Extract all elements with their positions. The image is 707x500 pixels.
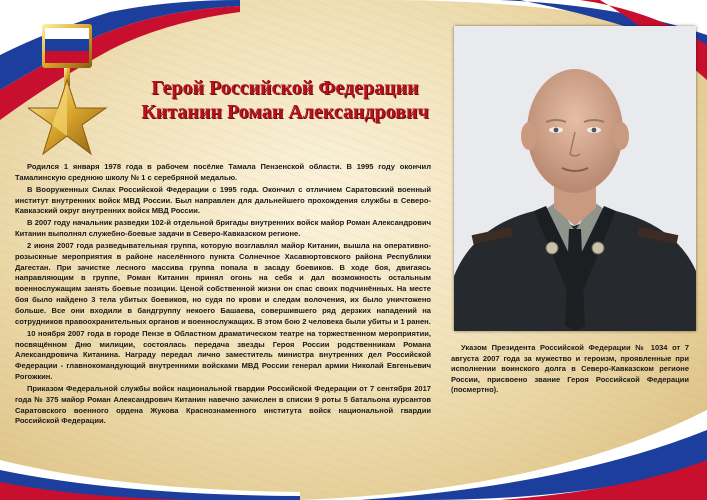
caption-text: Указом Президента Российской Федерации № 1034 от 7 августа 2007 года за мужество и героизм, проявленные при исполнении воинского долга в Северо-Кавказском регионе России, присвоено звание Героя Российской Федерации (посмертно). — [451, 343, 689, 395]
bio-paragraph: 10 ноября 2007 года в городе Пензе в Областном драматическом театре на торжественном мероприятии, посвящённом Дню милиции, состоялась передача звезды Героя России родственникам Романа Александровича Китанина. Награду передал лично заместитель министра внутренних дел Российской Федерации - главнокомандующий внутренними войсками МВД России генерал армии Николай Евгеньевич Рогожкин. — [15, 328, 431, 382]
flag-ribbon-bottom-left — [0, 430, 300, 500]
award-caption — [451, 343, 689, 396]
bio-paragraph: В 2007 году начальник разведки 102-й отдельной бригады внутренних войск майор Роман Александрович Китанин выполнял служебно-боевые задачи в Северо-Кавказском регионе. — [15, 218, 431, 239]
title-line-2: Китанин Роман Александрович — [141, 101, 429, 123]
portrait-photo — [454, 26, 696, 331]
page-title — [135, 76, 435, 124]
bio-paragraph: Родился 1 января 1978 года в рабочем посёлке Тамала Пензенской области. В 1995 году окончил Тамалинскую среднюю школу № 1 с серебряной медалью. — [15, 162, 431, 182]
bio-paragraph: Приказом Федеральной службы войск национальной гвардии Российской Федерации от 7 сентября 2017 года № 375 майор Роман Александрович Китанин навечно зачислен в списки 9 роты 5 батальона курсантов Саратовского военного ордена Жукова Краснознаменного института войск национальной гвардии Российской Федерации. — [15, 383, 431, 426]
hero-star-medal-icon — [28, 18, 116, 158]
bio-paragraph: В Вооруженных Силах Российской Федерации с 1995 года. Окончил с отличием Саратовский военный институт внутренних войск МВД России. Был направлен для дальнейшего прохождения службы в Северо-Кавказский округ внутренних войск МВД России. — [15, 184, 431, 216]
biography-text — [15, 162, 431, 428]
title-line-1: Герой Российской Федерации — [151, 77, 419, 99]
bio-paragraph: 2 июня 2007 года разведывательная группа, которую возглавлял майор Китанин, вышла на оперативно-розыскные мероприятия в районе населённого пункта Солнечное Хасавюртовского района Республики Дагестан. При зачистке лесного массива группа попала в засаду боевиков. В ходе боя, двигаясь направляющим в группе, Роман Китанин принял огонь на себя и дал возможность остальным военнослужащим занять боевые позиции. Ценой собственной жизни он спас своих подчинённых. На месте боя было найдено 3 тела убитых боевиков, но судя по крови и следам волочения, их было уничтожено больше. Все они входили в бандгруппу некоего Башаева, совершившего ряд дерзких нападений на сотрудников правоохранительных органов и военнослужащих. В этом бою 2 человека были убиты и 1 ранен. — [15, 240, 431, 326]
portrait-illustration — [454, 26, 696, 331]
